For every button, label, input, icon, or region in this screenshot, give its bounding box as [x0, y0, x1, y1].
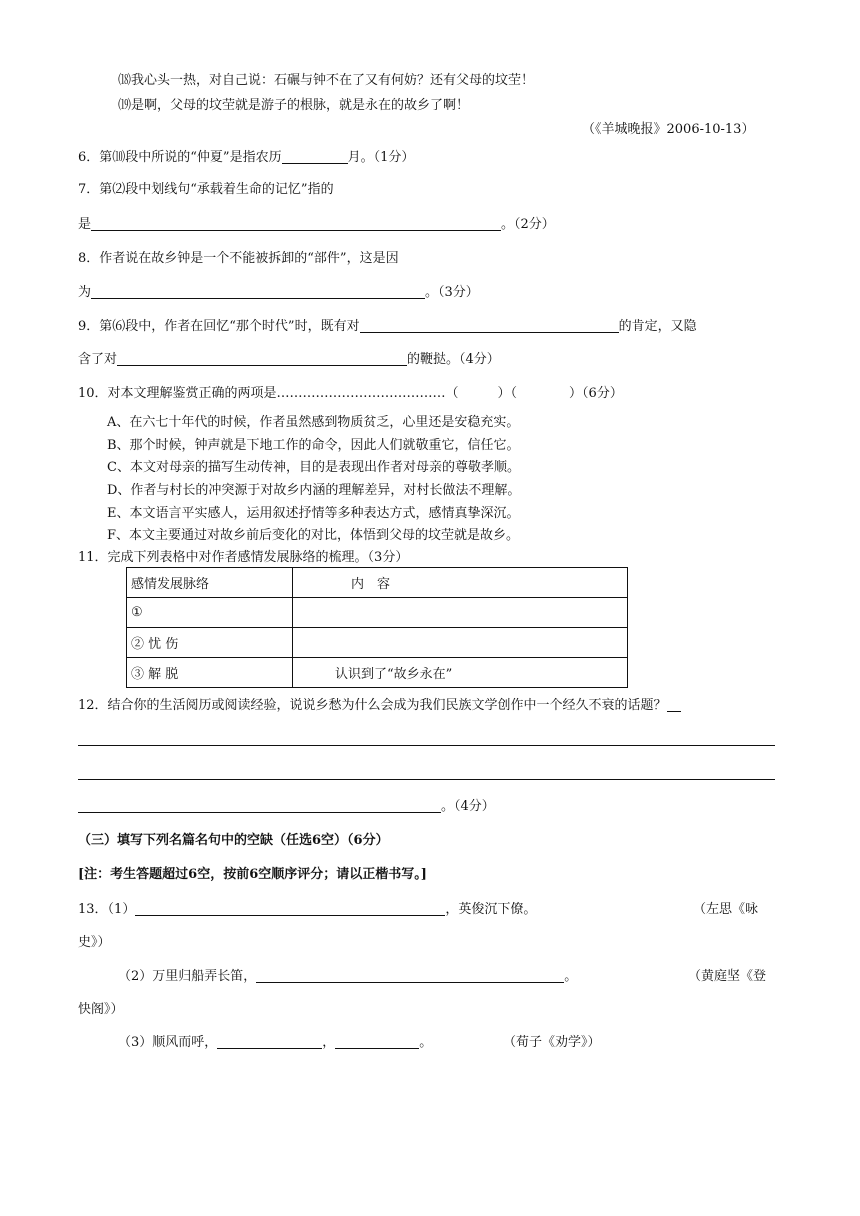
- table-cell-answer[interactable]: [293, 598, 628, 628]
- question-6: [78, 149, 414, 167]
- table-row: [127, 628, 628, 658]
- question-6-blank[interactable]: [282, 149, 348, 164]
- question-9-score: 的鞭挞。（4分）: [407, 352, 500, 367]
- question-9-mid: 的肯定，又隐: [618, 319, 697, 334]
- question-13-item-2-end: 。: [564, 969, 578, 984]
- question-8-blank[interactable]: [91, 284, 425, 299]
- question-7-score: 。（2分）: [501, 217, 555, 232]
- question-7-line2: [78, 216, 555, 234]
- table-cell-answer[interactable]: [293, 628, 628, 658]
- passage-source: （《羊城晚报》2006-10-13）: [582, 122, 755, 137]
- table-row: [127, 598, 628, 628]
- table-header-row: [127, 568, 628, 598]
- question-13-item-3-source: （荀子《劝学》）: [503, 1035, 601, 1050]
- question-13-item-3-end: 。: [419, 1035, 433, 1050]
- question-8-prefix: 为: [78, 285, 92, 300]
- answer-line[interactable]: [78, 745, 775, 746]
- question-13-item-2-source-cont: 快阁》）: [78, 1002, 124, 1017]
- question-9-blank-2[interactable]: [117, 351, 407, 366]
- question-13-item-3-text: （3）顺风而呼，: [118, 1035, 218, 1050]
- section-3-note: [注：考生答题超过6空，按前6空顺序评分；请以正楷书写。]: [78, 867, 427, 882]
- question-13-item-2-source: （黄庭坚《登: [688, 969, 767, 984]
- question-13-item-3-comma: ，: [322, 1035, 336, 1050]
- question-10-option-f: F、本文主要通过对故乡前后变化的对比，体悟到父母的坟茔就是故乡。: [107, 528, 520, 543]
- question-9-line2: [78, 351, 500, 369]
- question-13-blank-3[interactable]: [217, 1034, 322, 1049]
- question-6-text: 6．第⑽段中所说的“仲夏”是指农历: [78, 150, 282, 165]
- passage-paragraph-19: ⒆是啊，父母的坟茔就是游子的根脉，就是永在的故乡了啊！: [118, 98, 470, 113]
- question-10-option-e: E、本文语言平实感人，运用叙述抒情等多种表达方式，感情真挚深沉。: [107, 506, 520, 521]
- question-13-number: 13．（1）: [78, 902, 136, 917]
- question-9-line1: [78, 318, 697, 336]
- question-13-item-1: [78, 901, 536, 919]
- question-13-item-1-source-cont: 史》）: [78, 935, 111, 950]
- question-13-blank-4[interactable]: [335, 1034, 419, 1049]
- question-12-stem: [78, 697, 681, 715]
- question-13-blank-1[interactable]: [135, 901, 445, 916]
- question-11-stem: 11．完成下列表格中对作者感情发展脉络的梳理。（3分）: [78, 550, 409, 565]
- question-8-line1: 8．作者说在故乡钟是一个不能被拆卸的“部件”，这是因: [78, 251, 399, 266]
- answer-line[interactable]: [78, 779, 775, 780]
- table-cell: 认识到了“故乡永在”: [293, 658, 628, 688]
- question-13-item-2: [118, 968, 577, 986]
- table-row: [127, 658, 628, 688]
- question-10-option-c: C、本文对母亲的描写生动传神，目的是表现出作者对母亲的尊敬孝顺。: [107, 460, 520, 475]
- question-9-prefix2: 含了对: [78, 352, 118, 367]
- question-7-line1: 7．第⑵段中划线句“承载着生命的记忆”指的: [78, 182, 334, 197]
- question-6-score: 月。（1分）: [347, 150, 415, 165]
- question-13-item-3: [118, 1034, 432, 1052]
- table-cell: ①: [127, 598, 293, 628]
- question-13-blank-2[interactable]: [256, 968, 564, 983]
- question-13-item-1-source: （左思《咏: [693, 902, 759, 917]
- question-13-item-1-text: ，英俊沉下僚。: [445, 902, 537, 917]
- question-8-score: 。（3分）: [425, 285, 479, 300]
- question-7-blank[interactable]: [91, 216, 501, 231]
- passage-paragraph-18: ⒅我心头一热，对自己说：石碾与钟不在了又有何妨？还有父母的坟茔！: [118, 73, 535, 88]
- table-header-cell: 内 容: [293, 568, 628, 598]
- question-10-option-d: D、作者与村长的冲突源于对故乡内涵的理解差异，对村长做法不理解。: [107, 483, 521, 498]
- question-13-item-2-text: （2）万里归船弄长笛，: [118, 969, 257, 984]
- emotion-table: [126, 567, 628, 688]
- question-9-text: 9．第⑹段中，作者在回忆“那个时代”时，既有对: [78, 319, 360, 334]
- question-10-option-a: A、在六七十年代的时候，作者虽然感到物质贫乏，心里还是安稳充实。: [107, 415, 520, 430]
- question-12-text: 12．结合你的生活阅历或阅读经验，说说乡愁为什么会成为我们民族文学创作中一个经久不衰的话题？: [78, 698, 667, 713]
- question-10-stem: 10．对本文理解鉴赏正确的两项是…………………………………（ ）（ ）（6分）: [78, 386, 623, 401]
- question-12-blank-start[interactable]: [667, 697, 681, 712]
- question-8-line2: [78, 284, 479, 302]
- section-3-title: （三）填写下列名篇名句中的空缺（任选6空）（6分）: [78, 833, 389, 848]
- question-12-score: 。（4分）: [441, 799, 495, 814]
- question-7-prefix: 是: [78, 217, 92, 232]
- question-12-last-line: [78, 798, 495, 816]
- table-cell: ③ 解 脱: [127, 658, 293, 688]
- table-header-cell: 感情发展脉络: [127, 568, 293, 598]
- question-9-blank-1[interactable]: [360, 318, 619, 333]
- question-12-blank-end[interactable]: [78, 798, 441, 813]
- table-cell: ② 忧 伤: [127, 628, 293, 658]
- question-10-option-b: B、那个时候，钟声就是下地工作的命令，因此人们就敬重它，信任它。: [107, 438, 520, 453]
